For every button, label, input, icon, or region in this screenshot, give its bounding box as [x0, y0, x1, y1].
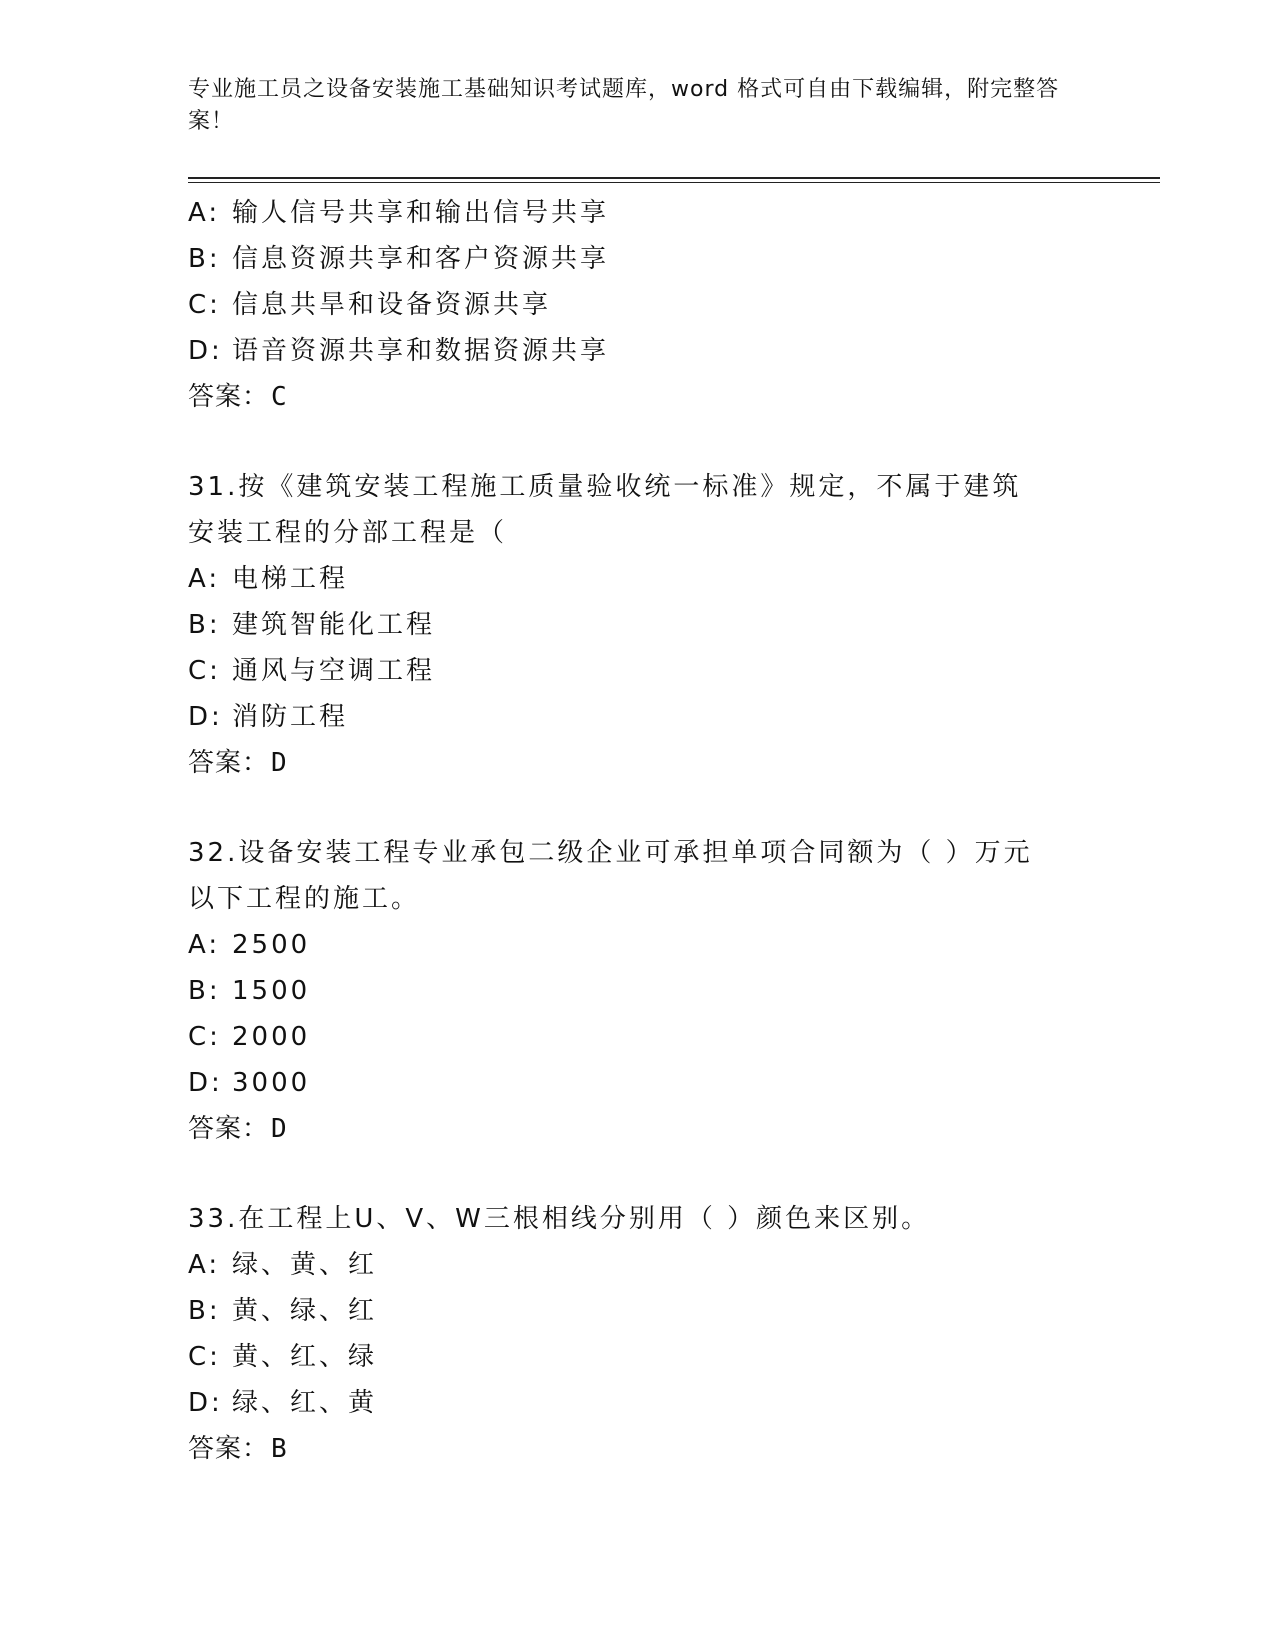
option-label: A: [188, 930, 221, 960]
option-b [188, 236, 1088, 282]
answer-line [188, 1426, 1088, 1472]
option-label: C: [188, 1342, 221, 1372]
option-text: 2500 [232, 930, 311, 960]
option-a [188, 556, 1088, 602]
option-text: 黄、绿、红 [232, 1296, 378, 1326]
option-text: 输人信号共享和输出信号共享 [232, 198, 610, 228]
option-c [188, 1334, 1088, 1380]
option-d [188, 694, 1088, 740]
option-b [188, 1288, 1088, 1334]
header-divider-thin [188, 182, 1160, 183]
option-label: D: [188, 336, 223, 366]
question-block [188, 190, 1088, 420]
answer-line [188, 740, 1088, 786]
option-label: D: [188, 1388, 223, 1418]
question-text: 31.按《建筑安装工程施工质量验收统一标准》规定，不属于建筑安装工程的分部工程是（ [188, 472, 1022, 548]
option-text: 信息资源共享和客户资源共享 [232, 244, 610, 274]
option-label: D: [188, 702, 223, 732]
question-text: 33.在工程上U、V、W三根相线分别用（ ）颜色来区别。 [188, 1204, 931, 1234]
option-b [188, 602, 1088, 648]
option-text: 语音资源共享和数据资源共享 [232, 336, 610, 366]
option-text: 消防工程 [232, 702, 349, 732]
option-label: A: [188, 1250, 221, 1280]
option-text: 建筑智能化工程 [232, 610, 436, 640]
option-label: B: [188, 610, 221, 640]
option-c [188, 648, 1088, 694]
document-header: 专业施工员之设备安装施工基础知识考试题库，word 格式可自由下载编辑，附完整答案！ [188, 77, 1060, 134]
answer-line [188, 374, 1088, 420]
option-label: C: [188, 1022, 221, 1052]
question-block [188, 1196, 1088, 1472]
question-block [188, 464, 1088, 786]
option-label: C: [188, 656, 221, 686]
option-label: C: [188, 290, 221, 320]
option-text: 绿、黄、红 [232, 1250, 378, 1280]
answer-prefix: 答案： [188, 1434, 270, 1464]
option-label: D: [188, 1068, 223, 1098]
option-d [188, 1380, 1088, 1426]
answer-value: C [271, 382, 288, 412]
answer-value: D [271, 748, 288, 778]
header-divider-thick [188, 177, 1160, 179]
option-label: A: [188, 564, 221, 594]
option-a [188, 190, 1088, 236]
option-text: 通风与空调工程 [232, 656, 436, 686]
question-list [188, 190, 1088, 1472]
option-c [188, 282, 1088, 328]
option-a [188, 922, 1088, 968]
answer-value: D [271, 1114, 288, 1144]
option-label: A: [188, 198, 221, 228]
option-text: 3000 [232, 1068, 311, 1098]
option-d [188, 328, 1088, 374]
option-text: 绿、红、黄 [232, 1388, 378, 1418]
answer-prefix: 答案： [188, 1114, 270, 1144]
answer-value: B [271, 1434, 288, 1464]
option-text: 电梯工程 [232, 564, 349, 594]
option-label: B: [188, 976, 221, 1006]
option-b [188, 968, 1088, 1014]
option-text: 信息共旱和设备资源共享 [232, 290, 552, 320]
option-c [188, 1014, 1088, 1060]
option-a [188, 1242, 1088, 1288]
question-block [188, 830, 1088, 1152]
option-label: B: [188, 1296, 221, 1326]
answer-prefix: 答案： [188, 748, 270, 778]
answer-line [188, 1106, 1088, 1152]
option-d [188, 1060, 1088, 1106]
option-text: 黄、红、绿 [232, 1342, 378, 1372]
answer-prefix: 答案： [188, 382, 270, 412]
question-text: 32.设备安装工程专业承包二级企业可承担单项合同额为（ ）万元以下工程的施工。 [188, 838, 1033, 914]
option-text: 1500 [232, 976, 311, 1006]
option-label: B: [188, 244, 221, 274]
option-text: 2000 [232, 1022, 311, 1052]
